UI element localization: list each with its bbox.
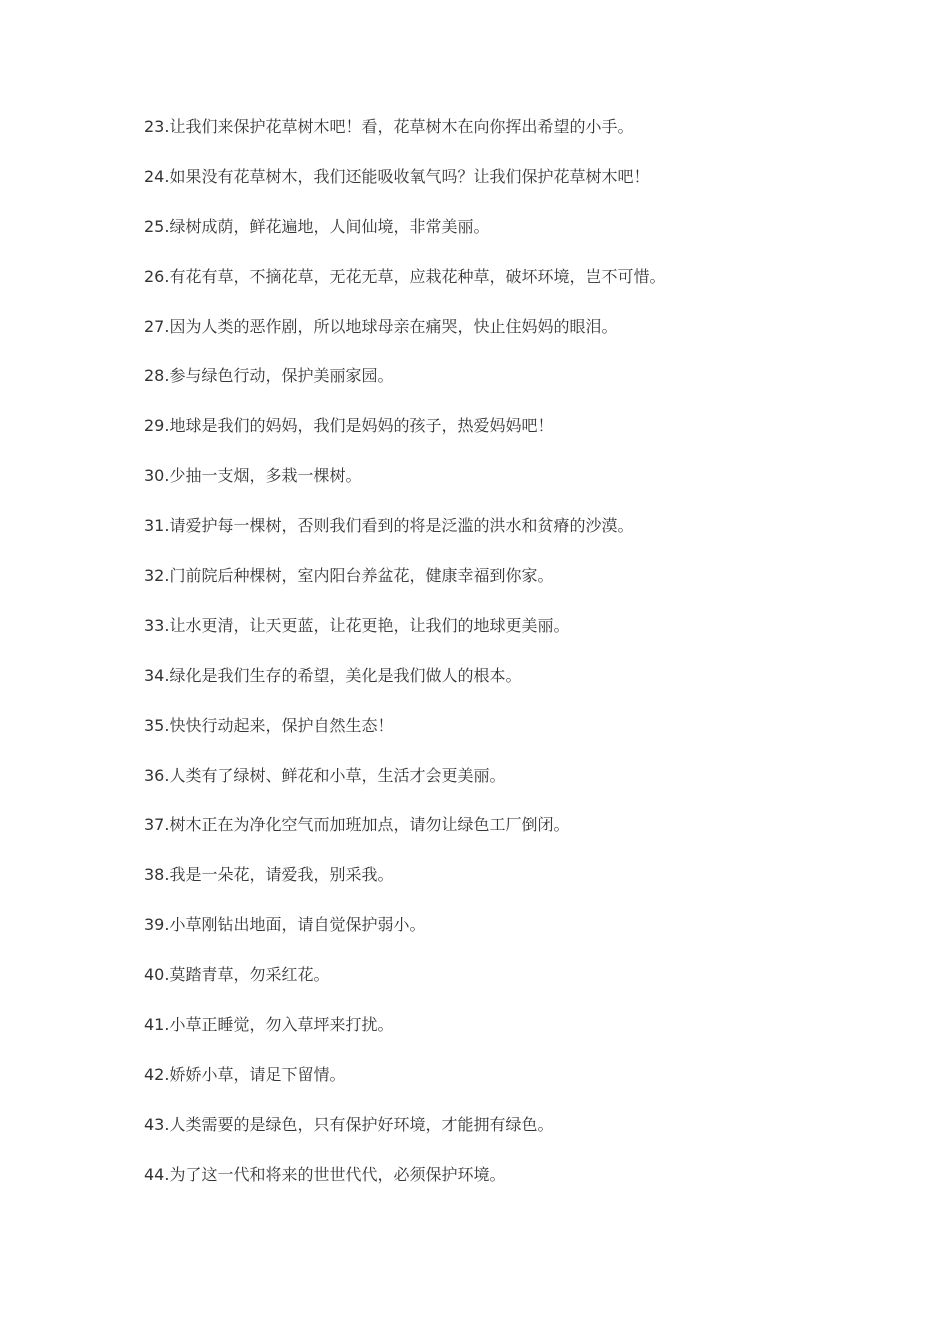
list-item: 39.小草刚钻出地面，请自觉保护弱小。 <box>144 915 426 935</box>
list-item: 30.少抽一支烟，多栽一棵树。 <box>144 466 362 486</box>
list-item: 31.请爱护每一棵树，否则我们看到的将是泛滥的洪水和贫瘠的沙漠。 <box>144 516 634 536</box>
list-item: 36.人类有了绿树、鲜花和小草，生活才会更美丽。 <box>144 765 506 785</box>
list-item: 24.如果没有花草树木，我们还能吸收氧气吗？让我们保护花草树木吧！ <box>144 166 650 186</box>
slogan-list <box>144 115 665 1213</box>
list-item: 23.让我们来保护花草树木吧！看，花草树木在向你挥出希望的小手。 <box>144 117 634 136</box>
list-item: 44.为了这一代和将来的世世代代，必须保护环境。 <box>144 1164 506 1184</box>
list-item: 33.让水更清，让天更蓝，让花更艳，让我们的地球更美丽。 <box>144 615 570 635</box>
list-item: 38.我是一朵花，请爱我，别采我。 <box>144 865 394 885</box>
list-item: 40.莫踏青草，勿采红花。 <box>144 965 330 985</box>
list-item: 35.快快行动起来，保护自然生态！ <box>144 715 394 735</box>
list-item: 37.树木正在为净化空气而加班加点，请勿让绿色工厂倒闭。 <box>144 815 570 835</box>
list-item: 26.有花有草，不摘花草，无花无草，应栽花种草，破坏环境，岂不可惜。 <box>144 266 666 286</box>
list-item: 43.人类需要的是绿色，只有保护好环境，才能拥有绿色。 <box>144 1114 554 1134</box>
list-item: 27.因为人类的恶作剧，所以地球母亲在痛哭，快止住妈妈的眼泪。 <box>144 316 618 336</box>
list-item: 41.小草正睡觉，勿入草坪来打扰。 <box>144 1015 394 1035</box>
list-item: 28.参与绿色行动，保护美丽家园。 <box>144 366 394 386</box>
list-item: 32.门前院后种棵树，室内阳台养盆花，健康幸福到你家。 <box>144 566 554 586</box>
list-item: 34.绿化是我们生存的希望，美化是我们做人的根本。 <box>144 665 522 685</box>
list-item: 25.绿树成荫，鲜花遍地，人间仙境，非常美丽。 <box>144 216 490 236</box>
list-item: 29.地球是我们的妈妈，我们是妈妈的孩子，热爱妈妈吧！ <box>144 416 554 436</box>
list-item: 42.娇娇小草，请足下留情。 <box>144 1064 346 1084</box>
